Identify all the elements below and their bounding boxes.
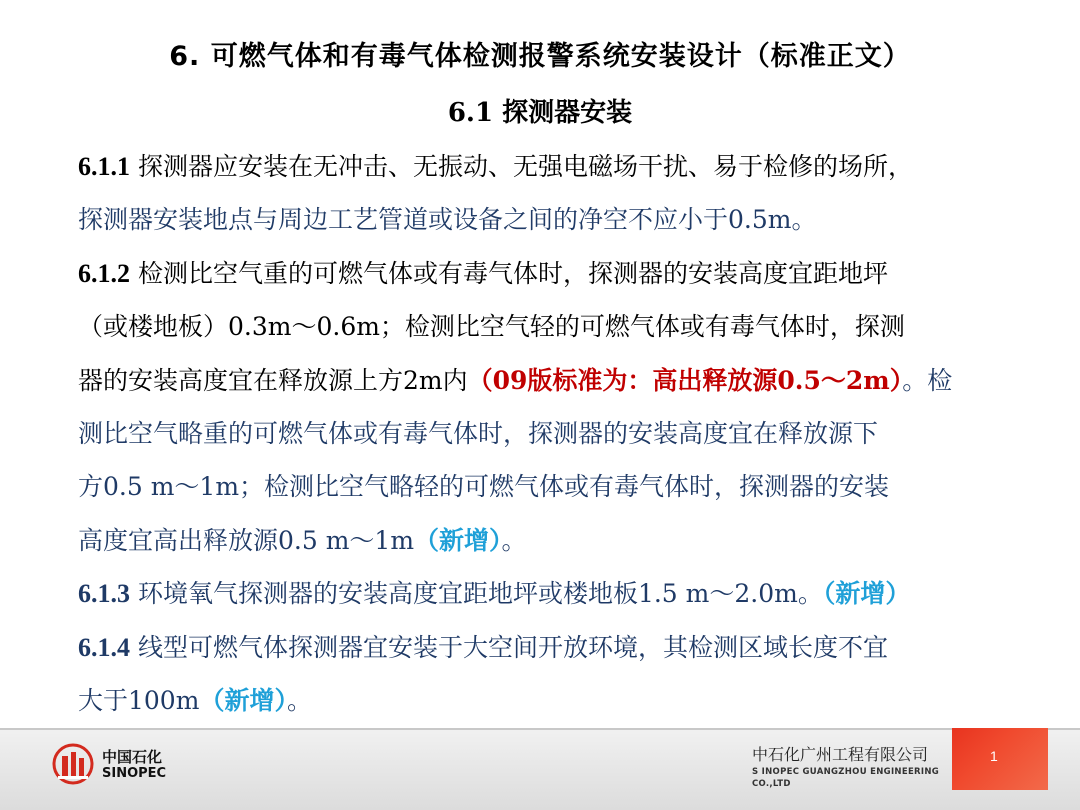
clause-text: 检测比空气重的可燃气体或有毒气体时，探测器的安装高度宜距地坪: [130, 258, 888, 288]
sinopec-logo-icon: [52, 742, 94, 786]
clause-6-1-2-line-2: （或楼地板）0.3m～0.6m；检测比空气轻的可燃气体或有毒气体时，探测: [78, 312, 905, 342]
new-tag: （新增）: [199, 686, 287, 716]
clause-text: 。: [286, 686, 312, 716]
clause-text: 环境氧气探测器的安装高度宜距地坪或楼地板1.5 m～2.0m。: [130, 579, 823, 609]
clause-text: 。检: [902, 365, 953, 395]
clause-text: 线型可燃气体探测器宜安装于大空间开放环境，其检测区域长度不宜: [130, 632, 888, 662]
clause-6-1-2-line-6: [78, 514, 1068, 567]
logo-text-cn: 中国石化: [102, 748, 163, 766]
new-tag: （新增）: [414, 525, 502, 555]
clause-number: 6.1.3: [78, 579, 130, 609]
logo-text-en: SINOPEC: [102, 766, 167, 781]
clause-number: 6.1.4: [78, 632, 130, 662]
clause-6-1-1-line-1: [78, 140, 1068, 193]
new-tag: （新增）: [822, 579, 911, 609]
clause-6-1-2-line-5: 方0.5 m～1m；检测比空气略轻的可燃气体或有毒气体时，探测器的安装: [78, 472, 890, 502]
clause-text: 器的安装高度宜在释放源上方2m内: [78, 365, 468, 395]
clause-text: 高度宜高出释放源0.5 m～1m: [78, 525, 415, 555]
clause-text: 。: [501, 525, 527, 555]
company-name-en: S INOPEC GUANGZHOU ENGINEERING CO.,LTD: [752, 767, 940, 789]
clause-6-1-4-line-1: [78, 621, 1068, 674]
clause-6-1-1-line-2: 探测器安装地点与周边工艺管道或设备之间的净空不应小于0.5m。: [78, 205, 817, 235]
clause-6-1-2-line-3: [78, 354, 1068, 407]
clause-text: 探测器应安装在无冲击、无振动、无强电磁场干扰、易于检修的场所，: [130, 152, 913, 181]
clause-number: 6.1.2: [78, 258, 130, 288]
clause-6-1-3-line-1: [78, 567, 1068, 620]
page-title: 6. 可燃气体和有毒气体检测报警系统安装设计（标准正文）: [169, 41, 911, 72]
clause-number: 6.1.1: [78, 152, 130, 181]
document-body: [78, 140, 1068, 727]
section-subtitle: 6.1 探测器安装: [447, 98, 633, 128]
old-version-note: （09版标准为：高出释放源0.5～2m）: [467, 365, 903, 395]
footer-divider: [0, 728, 1080, 730]
clause-6-1-4-line-2: [78, 674, 1068, 727]
page-number: 1: [990, 748, 998, 764]
footer-accent-block: [952, 728, 1048, 790]
clause-text: 大于100m: [78, 686, 200, 716]
clause-6-1-2-line-4: 测比空气略重的可燃气体或有毒气体时，探测器的安装高度宜在释放源下: [78, 419, 879, 449]
company-name-cn: 中石化广州工程有限公司: [752, 745, 929, 764]
clause-6-1-2-line-1: [78, 247, 1068, 300]
